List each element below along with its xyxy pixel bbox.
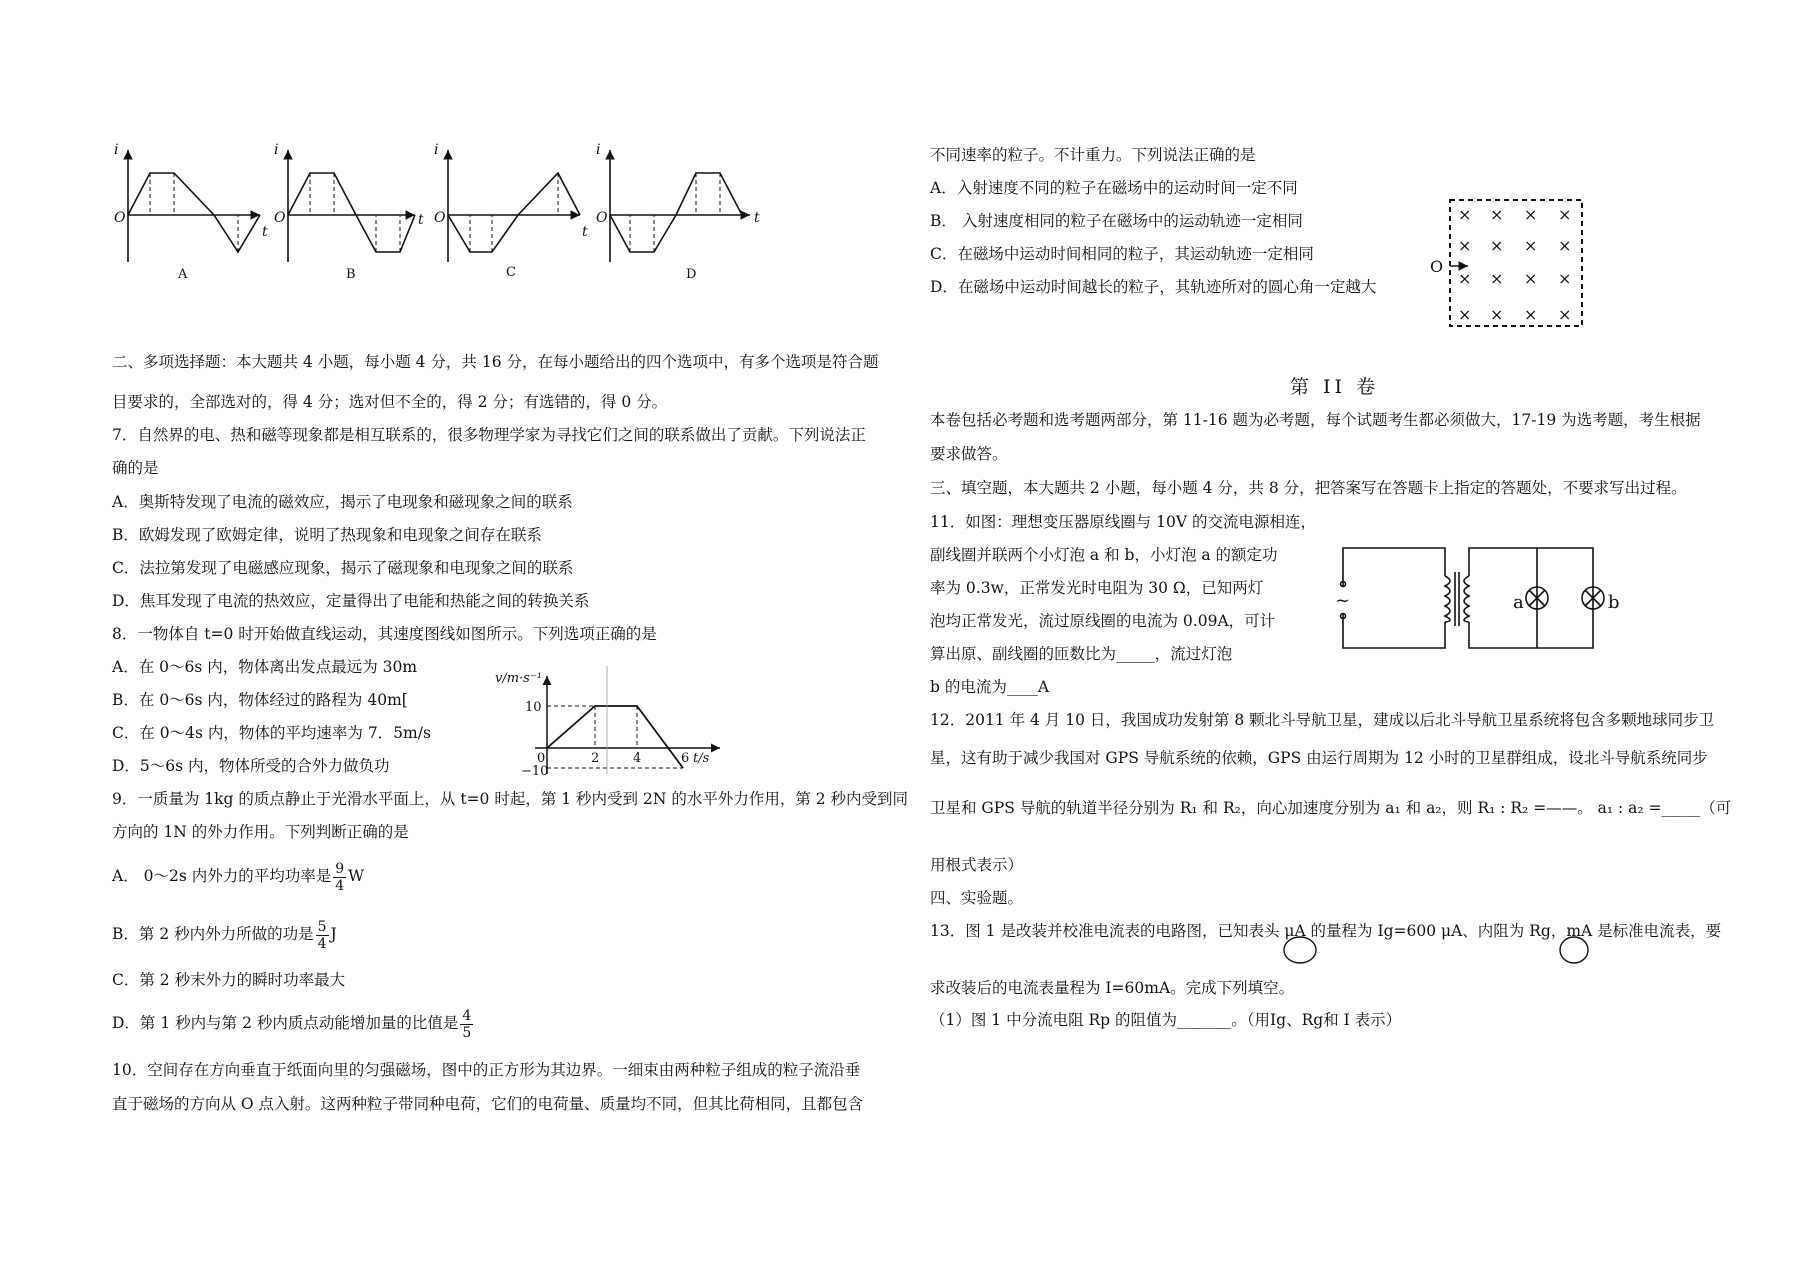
part-2-title: 第 II 卷 [1290,376,1380,398]
axis-origin-label: O [596,210,608,226]
svg-text:×: × [1558,205,1572,224]
axis-origin-label: O [274,210,286,226]
q12-line-4: 用根式表示） [930,856,1024,874]
q9-option-d: D．第 1 秒内与第 2 秒内质点动能增加量的比值是 $\frac{4}{5}$ [112,1007,472,1041]
axis-t-label: t [262,224,268,240]
q10-option-d: D．在磁场中运动时间越长的粒子，其轨迹所对的圆心角一定越大 [930,278,1377,296]
svg-text:×: × [1458,205,1472,224]
axis-i-label: i [596,142,601,158]
axis-origin-label: O [434,210,446,226]
velocity-time-graph [495,662,755,782]
q8-stem: 8．一物体自 t=0 时开始做直线运动，其速度图线如图所示。下列选项正确的是 [112,625,657,643]
part-2-intro: 本卷包括必考题和选考题两部分，第 11-16 题为必考题，每个试题考生都必须做大，17-19 为选考题，考生根据 [930,411,1701,429]
q10-stem: 10．空间存在方向垂直于纸面向里的匀强磁场，图中的正方形为其边界。一细束由两种粒子组成的粒子流沿垂 [112,1061,861,1079]
graph-label-d: D [686,267,697,280]
q10-stem-end: 不同速率的粒子。不计重力。下列说法正确的是 [930,146,1256,164]
vt-xtick-2: 2 [591,751,600,766]
q7-option-a: A．奥斯特发现了电流的磁效应，揭示了电现象和磁现象之间的联系 [112,493,573,511]
svg-text:×: × [1490,269,1504,288]
axis-origin-label: O [114,210,126,226]
q9-option-a: A． 0～2s 内外力的平均功率是 $\frac{9}{4}$ W [112,860,365,894]
q7-option-d: D．焦耳发现了电流的热效应，定量得出了电能和热能之间的转换关系 [112,592,590,610]
q9-option-c: C．第 2 秒末外力的瞬时功率最大 [112,971,346,989]
vt-xtick-4: 4 [633,751,642,766]
vt-ytick-bottom: −10 [521,764,549,779]
section-2-heading-cont: 目要求的，全部选对的，得 4 分；选对但不全的，得 2 分；有选错的，得 0 分。 [112,393,668,411]
section-2-heading: 二、多项选择题：本大题共 4 小题，每小题 4 分，共 16 分，在每小题给出的四个选项中，有多个选项是符合题 [112,353,879,371]
q11-line-4: 泡均正常发光，流过原线圈的电流为 0.09A，可计 [930,612,1276,630]
fraction-5-4: $\frac{5}{4}$ [317,918,327,952]
meter-symbols [1280,928,1600,968]
lamp-b-label: b [1608,592,1620,613]
fraction-4-5: $\frac{4}{5}$ [462,1007,472,1041]
vt-xtick-0: 0 [537,751,546,766]
vt-xlabel: t/s [693,751,710,766]
section-4-heading: 四、实验题。 [930,889,1024,907]
axis-i-label: i [434,142,439,158]
svg-text:×: × [1558,305,1572,324]
vt-ylabel: v/m·s⁻¹ [495,671,542,686]
svg-text:×: × [1458,269,1472,288]
svg-text:×: × [1524,305,1538,324]
section-3-heading: 三、填空题，本大题共 2 小题，每小题 4 分，共 8 分，把答案写在答题卡上指定的答题处，不要求写出过程。 [930,479,1687,497]
axis-t-label: t [418,212,424,228]
svg-text:×: × [1458,305,1472,324]
q7-option-c: C．法拉第发现了电磁感应现象，揭示了磁现象和电现象之间的联系 [112,559,574,577]
q12-line-1: 12．2011 年 4 月 10 日，我国成功发射第 8 颗北斗导航卫星，建成以后北斗导航卫星系统将包含多颗地球同步卫 [930,711,1715,729]
q12-line-3: 卫星和 GPS 导航的轨道半径分别为 R₁ 和 R₂，向心加速度分别为 a₁ 和 a₂，则 R₁ : R₂ =——。 a₁ : a₂ =_____（可 [930,799,1732,817]
q8-option-d: D．5～6s 内，物体所受的合外力做负功 [112,757,390,775]
q10-stem-cont: 直于磁场的方向从 O 点入射。这两种粒子带同种电荷，它们的电荷量、质量均不同，但其比荷相同，且都包含 [112,1095,864,1113]
svg-text:×: × [1490,236,1504,255]
q13-line-1: 13．图 1 是改装并校准电流表的电路图，已知表头 μA 的量程为 Ig=600 μA、内阻为 Rg，mA 是标准电流表，要 [930,922,1722,940]
q7-option-b: B．欧姆发现了欧姆定律，说明了热现象和电现象之间存在联系 [112,526,542,544]
q8-option-b: B．在 0～6s 内，物体经过的路程为 40m[ [112,691,408,709]
axis-i-label: i [114,142,119,158]
magnetic-field-diagram [1428,194,1588,334]
q9-stem: 9．一质量为 1kg 的质点静止于光滑水平面上，从 t=0 时起，第 1 秒内受到 2N 的水平外力作用，第 2 秒内受到同 [112,790,909,808]
q7-stem: 7．自然界的电、热和磁等现象都是相互联系的，很多物理学家为寻找它们之间的联系做出了贡献。下列说法正 [112,426,866,444]
q12-line-2: 星，这有助于减少我国对 GPS 导航系统的依赖，GPS 由运行周期为 12 小时的卫星群组成，设北斗导航系统同步 [930,749,1708,767]
svg-text:×: × [1490,205,1504,224]
q10-option-c: C．在磁场中运动时间相同的粒子，其运动轨迹一定相同 [930,245,1314,263]
svg-text:×: × [1490,305,1504,324]
q7-stem-cont: 确的是 [112,459,159,477]
svg-text:×: × [1524,236,1538,255]
graph-label-a: A [178,267,188,280]
q11-line-6: b 的电流为____A [930,678,1050,696]
svg-text:×: × [1558,269,1572,288]
axis-t-label: t [754,210,760,226]
q10-option-b: B． 入射速度相同的粒子在磁场中的运动轨迹一定相同 [930,212,1303,230]
svg-text:×: × [1558,236,1572,255]
vt-xtick-6: 6 [681,751,690,766]
q11-line-1: 11．如图：理想变压器原线圈与 10V 的交流电源相连， [930,513,1316,531]
svg-text:×: × [1524,205,1538,224]
q11-line-3: 率为 0.3w，正常发光时电阻为 30 Ω，已知两灯 [930,579,1264,597]
graph-label-c: C [506,265,516,280]
q11-line-5: 算出原、副线圈的匝数比为_____，流过灯泡 [930,645,1233,663]
transformer-circuit [1325,540,1625,660]
lamp-a-label: a [1513,592,1524,613]
fraction-9-4: $\frac{9}{4}$ [335,860,345,894]
axis-t-label: t [582,224,588,240]
q8-option-a: A．在 0～6s 内，物体离出发点最远为 30m [112,658,418,676]
svg-text:×: × [1524,269,1538,288]
q9-option-b: B．第 2 秒内外力所做的功是 $\frac{5}{4}$ J [112,918,337,952]
ac-source-symbol: ~ [1335,590,1351,611]
waveform-graphs [110,140,790,280]
q11-line-2: 副线圈并联两个小灯泡 a 和 b，小灯泡 a 的额定功 [930,546,1278,564]
q13-subquestion-1: （1）图 1 中分流电阻 Rp 的阻值为_______。（用Ig、Rg和 I 表示） [930,1011,1402,1029]
graph-label-b: B [346,267,356,280]
q10-option-a: A．入射速度不同的粒子在磁场中的运动时间一定不同 [930,179,1298,197]
q13-line-2: 求改装后的电流表量程为 I=60mA。完成下列填空。 [930,979,1295,997]
part-2-intro-cont: 要求做答。 [930,445,1008,463]
vt-ytick-top: 10 [525,700,542,715]
axis-i-label: i [274,142,279,158]
svg-text:×: × [1458,236,1472,255]
entry-point-o: O [1430,257,1444,276]
q9-stem-cont: 方向的 1N 的外力作用。下列判断正确的是 [112,823,409,841]
q8-option-c: C．在 0～4s 内，物体的平均速率为 7．5m/s [112,724,431,742]
